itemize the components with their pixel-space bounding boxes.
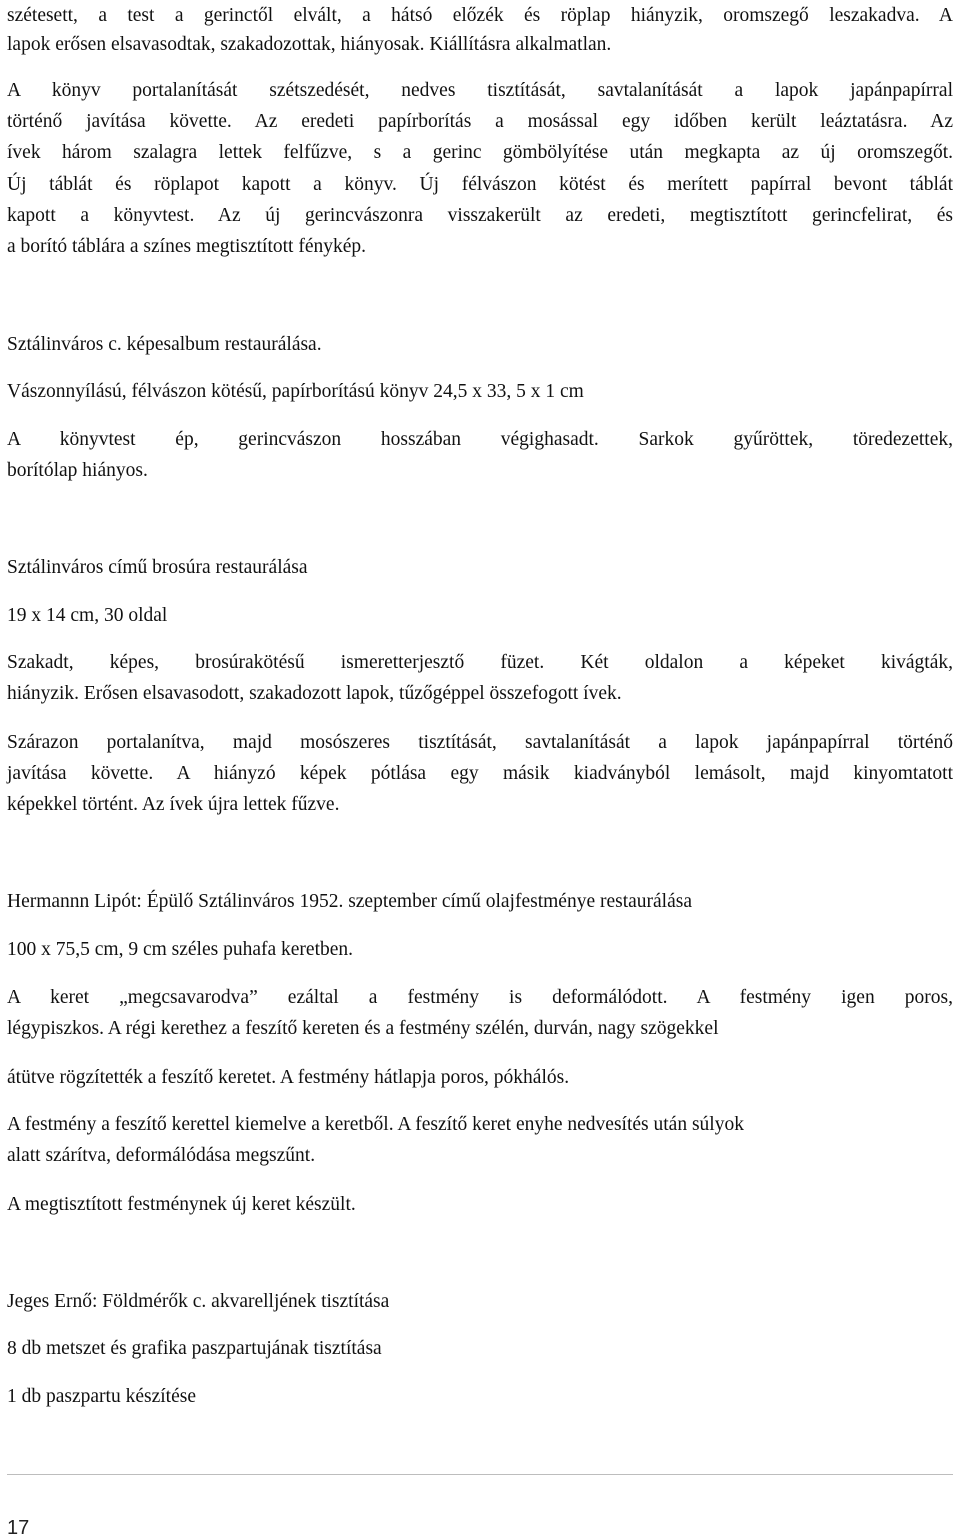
painting-line-4: A festmény a feszítő kerettel kiemelve a keretből. A feszítő keret enyhe nedvesítés után súlyok xyxy=(7,1114,744,1135)
intro-line-3: A könyv portalanítását szétszedését, nedves tisztítását, savtalanítását a lapok japánpapírral xyxy=(7,80,953,101)
brochure-line-1: Szakadt, képes, brosúrakötésű ismeretterjesztő füzet. Két oldalon a képeket kivágták, xyxy=(7,652,953,673)
album-line-1: A könyvtest ép, gerincvászon hosszában végighasadt. Sarkok gyűröttek, töredezettek, xyxy=(7,429,953,450)
intro-line-6: Új táblát és röplapot kapott a könyv. Új félvászon kötést és merített papírral bevont táblát xyxy=(7,174,953,195)
brochure-line-3: Szárazon portalanítva, majd mosószeres tisztítását, savtalanítását a lapok japánpapírral történő xyxy=(7,732,953,753)
intro-line-7: kapott a könyvtest. Az új gerincvászonra visszakerült az eredeti, megtisztított gerincfelirat, és xyxy=(7,205,953,226)
painting-line-2: légypiszkos. A régi kerethez a feszítő kereten és a festmény szélén, durván, nagy szögekkel xyxy=(7,1018,719,1039)
brochure-line-2: hiányzik. Erősen elsavasodott, szakadozott lapok, tűzőgéppel összefogott ívek. xyxy=(7,683,622,704)
footer-divider xyxy=(7,1474,953,1475)
album-specs: Vászonnyílású, félvászon kötésű, papírborítású könyv 24,5 x 33, 5 x 1 cm xyxy=(7,381,584,402)
intro-line-8: a borító táblára a színes megtisztított fénykép. xyxy=(7,236,367,257)
intro-line-1: szétesett, a test a gerinctől elvált, a hátsó előzék és röplap hiányzik, oromszegő leszakadva. A xyxy=(7,5,953,26)
intro-line-2: lapok erősen elsavasodtak, szakadozottak, hiányosak. Kiállításra alkalmatlan. xyxy=(7,34,612,55)
intro-line-5: ívek három szalagra lettek felfűzve, s a gerinc gömbölyítése után megkapta az új oromszegőt. xyxy=(7,142,953,163)
watercolor-line-2: 1 db paszpartu készítése xyxy=(7,1386,196,1407)
painting-line-3: átütve rögzítették a feszítő keretet. A festmény hátlapja poros, pókhálós. xyxy=(7,1067,570,1088)
brochure-line-4: javítása követte. A hiányzó képek pótlása egy másik kiadványból lemásolt, majd kinyomtatott xyxy=(7,763,953,784)
brochure-line-5: képekkel történt. Az ívek újra lettek fűzve. xyxy=(7,794,340,815)
page-number: 17 xyxy=(7,1517,30,1539)
painting-line-6: A megtisztított festménynek új keret készült. xyxy=(7,1194,356,1215)
painting-line-5: alatt szárítva, deformálódása megszűnt. xyxy=(7,1145,316,1166)
painting-specs: 100 x 75,5 cm, 9 cm széles puhafa keretben. xyxy=(7,939,354,960)
watercolor-title: Jeges Ernő: Földmérők c. akvarelljének tisztítása xyxy=(7,1291,390,1312)
brochure-title: Sztálinváros című brosúra restaurálása xyxy=(7,557,308,578)
painting-title: Hermannn Lipót: Épülő Sztálinváros 1952. szeptember című olajfestménye restaurálása xyxy=(7,891,692,912)
album-title: Sztálinváros c. képesalbum restaurálása. xyxy=(7,334,322,355)
album-line-2: borítólap hiányos. xyxy=(7,460,148,481)
watercolor-line-1: 8 db metszet és grafika paszpartujának tisztítása xyxy=(7,1338,382,1359)
intro-line-4: történő javítása követte. Az eredeti papírborítás a mosással egy időben került leáztatásra. Az xyxy=(7,111,953,132)
painting-line-1: A keret „megcsavarodva” ezáltal a festmény is deformálódott. A festmény igen poros, xyxy=(7,987,953,1008)
brochure-specs: 19 x 14 cm, 30 oldal xyxy=(7,605,168,626)
